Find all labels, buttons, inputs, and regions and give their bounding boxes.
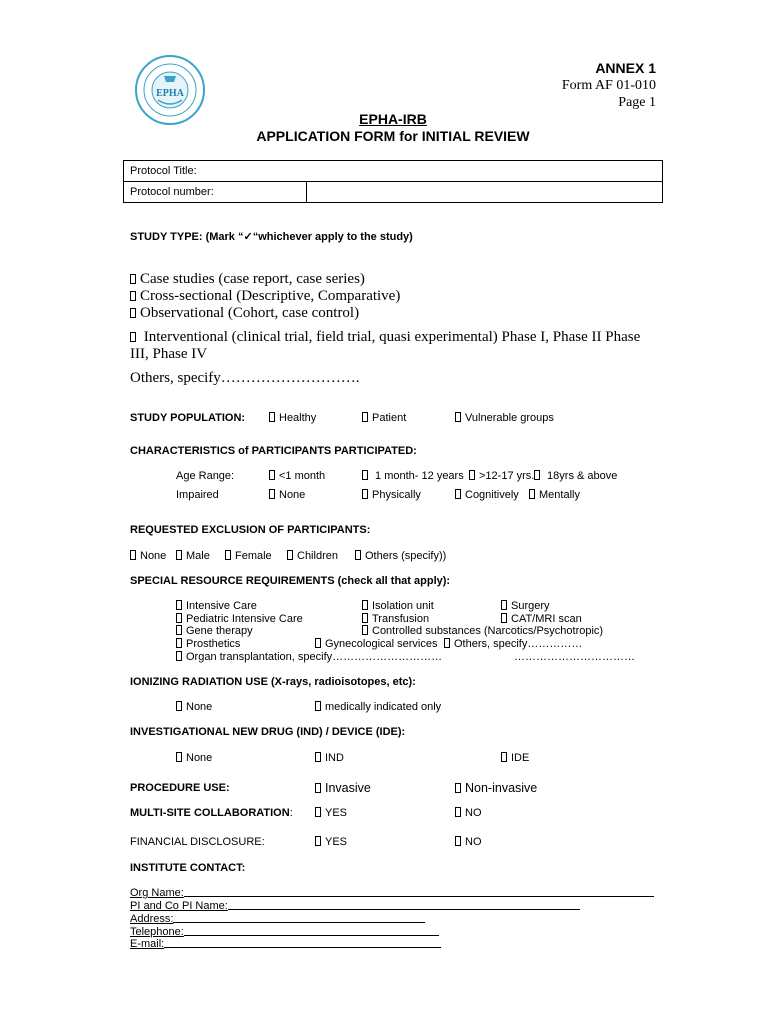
checkbox-icon: [130, 308, 136, 318]
age-18-above[interactable]: 18yrs & above: [534, 470, 617, 482]
telephone-line: [184, 925, 439, 936]
resource-gene-therapy[interactable]: Gene therapy: [176, 625, 253, 637]
procedure-non-invasive[interactable]: Non-invasive: [455, 781, 537, 795]
checkbox-icon: [130, 550, 136, 560]
checkbox-icon: [269, 470, 275, 480]
checkbox-icon: [130, 291, 136, 301]
email-line: [164, 937, 441, 948]
radiation-none[interactable]: None: [176, 701, 212, 713]
exclusion-none[interactable]: None: [130, 550, 166, 562]
ind-none[interactable]: None: [176, 752, 212, 764]
checkbox-icon: [362, 412, 368, 422]
checkbox-icon: [315, 783, 321, 793]
pi-name-line: [228, 899, 580, 910]
checkbox-icon: [176, 613, 182, 623]
checkbox-icon: [455, 807, 461, 817]
checkbox-icon: [130, 332, 136, 342]
impaired-mentally[interactable]: Mentally: [529, 489, 580, 501]
study-type-observational[interactable]: Observational (Cohort, case control): [130, 305, 359, 322]
title-application-form: APPLICATION FORM for INITIAL REVIEW: [256, 128, 530, 144]
radiation-heading: IONIZING RADIATION USE (X-rays, radioisotopes, etc):: [130, 676, 416, 688]
checkbox-icon: [444, 638, 450, 648]
checkbox-icon: [455, 783, 461, 793]
checkbox-icon: [362, 625, 368, 635]
population-healthy[interactable]: Healthy: [269, 412, 316, 424]
checkbox-icon: [501, 752, 507, 762]
org-name-label: Org Name:: [130, 887, 184, 899]
checkbox-icon: [315, 752, 321, 762]
checkbox-icon: [501, 600, 507, 610]
email-label: E-mail:: [130, 938, 165, 950]
protocol-number-field[interactable]: [307, 182, 663, 203]
study-population-label: STUDY POPULATION:: [130, 412, 246, 424]
checkbox-icon: [287, 550, 293, 560]
protocol-number-label-cell: [124, 182, 307, 203]
exclusion-children[interactable]: Children: [287, 550, 338, 562]
checkbox-icon: [529, 489, 535, 499]
checkbox-icon: [362, 470, 368, 480]
study-type-interventional[interactable]: Interventional (clinical trial, field trial, quasi experimental) Phase I, Phase II Phase: [130, 329, 640, 346]
checkbox-icon: [534, 470, 540, 480]
resource-controlled-substances[interactable]: Controlled substances (Narcotics/Psychotropic): [362, 625, 603, 637]
radiation-medically-indicated[interactable]: medically indicated only: [315, 701, 441, 713]
study-type-cross-sectional[interactable]: Cross-sectional (Descriptive, Comparative): [130, 288, 400, 305]
checkbox-icon: [176, 651, 182, 661]
age-1-month-12-years[interactable]: 1 month- 12 years: [362, 470, 464, 482]
exclusion-male[interactable]: Male: [176, 550, 210, 562]
resource-pediatric-icu[interactable]: Pediatric Intensive Care: [176, 613, 303, 625]
checkbox-icon: [269, 489, 275, 499]
annex-label: ANNEX 1: [595, 60, 656, 76]
checkbox-icon: [225, 550, 231, 560]
population-patient[interactable]: Patient: [362, 412, 406, 424]
procedure-invasive[interactable]: Invasive: [315, 781, 371, 795]
impaired-physically[interactable]: Physically: [362, 489, 421, 501]
resources-heading: SPECIAL RESOURCE REQUIREMENTS (check all that apply):: [130, 575, 451, 587]
org-name-line: [184, 886, 654, 897]
checkbox-icon: [355, 550, 361, 560]
checkbox-icon: [362, 613, 368, 623]
checkbox-icon: [130, 274, 136, 284]
institute-contact-heading: INSTITUTE CONTACT:: [130, 862, 246, 874]
address-line: [173, 912, 425, 923]
org-name-row[interactable]: [130, 886, 654, 899]
checkbox-icon: [455, 489, 461, 499]
checkbox-icon: [362, 489, 368, 499]
characteristics-heading: CHARACTERISTICS of PARTICIPANTS PARTICIPATED:: [130, 445, 417, 457]
resource-organ-transplant[interactable]: Organ transplantation, specify…………………………: [176, 651, 442, 663]
study-type-others[interactable]: Others, specify……………………….: [130, 370, 360, 386]
resource-cat-mri[interactable]: CAT/MRI scan: [501, 613, 582, 625]
financial-no[interactable]: NO: [455, 836, 482, 848]
protocol-number-label: Protocol number:: [130, 186, 214, 198]
checkbox-icon: [176, 625, 182, 635]
address-label: Address:: [130, 913, 174, 925]
checkbox-icon: [176, 638, 182, 648]
multisite-yes[interactable]: YES: [315, 807, 347, 819]
age-under-1-month[interactable]: <1 month: [269, 470, 325, 482]
checkbox-icon: [501, 613, 507, 623]
multisite-no[interactable]: NO: [455, 807, 482, 819]
pi-name-row[interactable]: [130, 899, 580, 912]
procedure-label: PROCEDURE USE:: [130, 782, 230, 794]
resource-prosthetics[interactable]: Prosthetics: [176, 638, 240, 650]
population-vulnerable[interactable]: Vulnerable groups: [455, 412, 554, 424]
pi-name-label: PI and Co PI Name:: [130, 900, 228, 912]
page-number: Page 1: [618, 95, 656, 110]
impaired-none[interactable]: None: [269, 489, 305, 501]
resource-intensive-care[interactable]: Intensive Care: [176, 600, 257, 612]
protocol-table: [123, 160, 663, 203]
checkbox-icon: [315, 807, 321, 817]
ind-heading: INVESTIGATIONAL NEW DRUG (IND) / DEVICE (IDE):: [130, 726, 406, 738]
logo-text: EPHA: [156, 88, 184, 99]
checkbox-icon: [176, 752, 182, 762]
financial-yes[interactable]: YES: [315, 836, 347, 848]
multisite-label-wrap: [130, 807, 293, 819]
age-range-label: Age Range:: [176, 470, 235, 482]
study-type-heading: STUDY TYPE: (Mark “✓“whichever apply to the study): [130, 231, 413, 243]
checkbox-icon: [469, 470, 475, 480]
study-type-interventional-cont: III, Phase IV: [130, 346, 208, 362]
multisite-label: MULTI-SITE COLLABORATION: [130, 807, 290, 819]
email-row[interactable]: [130, 937, 441, 950]
checkbox-icon: [176, 600, 182, 610]
form-number: Form AF 01-010: [561, 78, 656, 93]
exclusion-others[interactable]: Others (specify)): [355, 550, 446, 562]
resource-others[interactable]: Others, specify……………: [444, 638, 582, 650]
checkbox-icon: [315, 638, 321, 648]
exclusion-female[interactable]: Female: [225, 550, 272, 562]
protocol-title-label: Protocol Title:: [130, 165, 197, 177]
address-row[interactable]: [130, 912, 425, 925]
checkbox-icon: [176, 550, 182, 560]
exclusion-heading: REQUESTED EXCLUSION OF PARTICIPANTS:: [130, 524, 371, 536]
resource-isolation-unit[interactable]: Isolation unit: [362, 600, 434, 612]
financial-label: FINANCIAL DISCLOSURE:: [130, 836, 265, 848]
checkbox-icon: [269, 412, 275, 422]
age-12-17-years[interactable]: >12-17 yrs.: [469, 470, 534, 482]
study-type-case[interactable]: Case studies (case report, case series): [130, 271, 365, 288]
resource-organ-dots: ……………………………: [514, 651, 635, 663]
ind-ide[interactable]: IDE: [501, 752, 529, 764]
checkbox-icon: [176, 701, 182, 711]
ind-ind[interactable]: IND: [315, 752, 344, 764]
resource-transfusion[interactable]: Transfusion: [362, 613, 429, 625]
telephone-label: Telephone:: [130, 926, 184, 938]
title-epha-irb: EPHA-IRB: [359, 111, 427, 127]
impaired-cognitively[interactable]: Cognitively: [455, 489, 519, 501]
impaired-label: Impaired: [176, 489, 219, 501]
resource-gynecological[interactable]: Gynecological services: [315, 638, 438, 650]
checkbox-icon: [362, 600, 368, 610]
checkbox-icon: [315, 836, 321, 846]
checkbox-icon: [455, 412, 461, 422]
protocol-title-cell[interactable]: [124, 161, 663, 182]
multisite-colon: :: [289, 807, 293, 819]
checkbox-icon: [315, 701, 321, 711]
resource-surgery[interactable]: Surgery: [501, 600, 550, 612]
checkbox-icon: [455, 836, 461, 846]
